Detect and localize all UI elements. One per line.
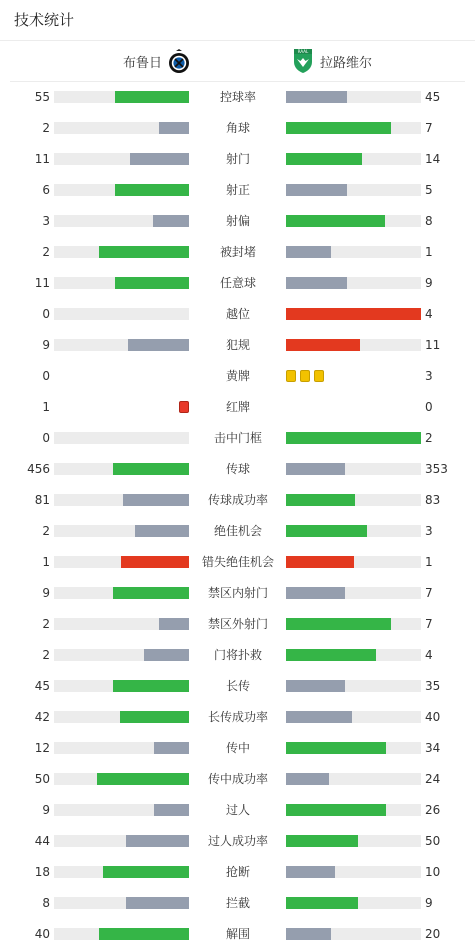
stat-row (0, 87, 475, 107)
away-stat-bar-fill (286, 928, 331, 940)
stat-label: 传中成功率 (207, 772, 268, 786)
home-stat-bar (54, 246, 189, 258)
away-stat-value: 34 (425, 741, 441, 755)
red-card-icon (179, 401, 189, 413)
away-stat-value: 9 (425, 896, 433, 910)
away-stat-bar (286, 711, 421, 723)
away-cards (286, 370, 324, 382)
away-stat-bar (286, 556, 421, 568)
home-stat-bar (54, 742, 189, 754)
home-stat-value: 1 (42, 555, 50, 569)
home-stat-bar (54, 277, 189, 289)
home-stat-value: 0 (42, 369, 50, 383)
away-stat-value: 11 (425, 338, 441, 352)
raal-la-louviere-crest-icon (292, 48, 314, 74)
home-stat-bar-fill (123, 494, 189, 506)
home-stat-bar (54, 618, 189, 630)
away-stat-value: 353 (425, 462, 448, 476)
away-stat-value: 35 (425, 679, 441, 693)
home-stat-bar-fill (115, 184, 189, 196)
away-stat-bar-fill (286, 494, 355, 506)
club-brugge-crest-icon (168, 48, 190, 74)
stat-row (0, 366, 475, 386)
away-team-name: 拉路维尔 (320, 55, 373, 71)
away-stat-bar-fill (286, 184, 347, 196)
home-stat-bar-fill (126, 897, 189, 909)
stat-label: 红牌 (225, 400, 250, 414)
home-stat-bar-fill (144, 649, 189, 661)
home-stat-value: 8 (42, 896, 50, 910)
stat-row (0, 738, 475, 758)
away-stat-bar-fill (286, 339, 360, 351)
home-stat-value: 0 (42, 307, 50, 321)
away-stat-bar-fill (286, 215, 385, 227)
away-stat-value: 40 (425, 710, 441, 724)
yellow-card-icon (300, 370, 310, 382)
stat-row (0, 118, 475, 138)
stat-label: 长传 (225, 679, 250, 693)
away-stat-bar-fill (286, 122, 391, 134)
away-stat-value: 20 (425, 927, 441, 941)
stat-label: 过人 (225, 803, 250, 817)
away-stat-bar (286, 587, 421, 599)
home-stat-value: 42 (34, 710, 50, 724)
home-stat-bar-fill (97, 773, 189, 785)
stat-label: 任意球 (219, 276, 256, 290)
home-stat-value: 456 (27, 462, 50, 476)
stat-row (0, 242, 475, 262)
stat-label: 过人成功率 (207, 834, 268, 848)
away-stat-bar (286, 308, 421, 320)
divider (10, 81, 465, 82)
home-stat-bar-fill (130, 153, 189, 165)
svg-text:RAAL: RAAL (297, 49, 309, 55)
home-stat-bar (54, 308, 189, 320)
stat-row (0, 180, 475, 200)
away-stat-value: 1 (425, 245, 433, 259)
away-stat-value: 26 (425, 803, 441, 817)
stat-row (0, 676, 475, 696)
away-stat-value: 24 (425, 772, 441, 786)
home-stat-bar (54, 91, 189, 103)
away-stat-bar-fill (286, 742, 386, 754)
home-stat-value: 2 (42, 121, 50, 135)
home-stat-bar-fill (121, 556, 189, 568)
home-stat-bar (54, 556, 189, 568)
home-stat-bar-fill (159, 618, 189, 630)
stat-row (0, 831, 475, 851)
home-stat-bar-fill (113, 587, 189, 599)
away-stat-value: 9 (425, 276, 433, 290)
stat-label: 抢断 (225, 865, 250, 879)
stat-label: 传中 (225, 741, 250, 755)
away-stat-bar (286, 91, 421, 103)
home-stat-bar (54, 711, 189, 723)
stat-row (0, 800, 475, 820)
home-stat-bar-fill (120, 711, 189, 723)
home-stat-bar (54, 680, 189, 692)
home-stat-bar (54, 494, 189, 506)
away-stat-bar-fill (286, 680, 345, 692)
home-stat-bar (54, 184, 189, 196)
home-team-name: 布鲁日 (122, 55, 162, 71)
away-stat-value: 1 (425, 555, 433, 569)
away-stat-value: 3 (425, 369, 433, 383)
home-stat-bar (54, 339, 189, 351)
away-stat-value: 45 (425, 90, 441, 104)
home-stat-bar (54, 122, 189, 134)
home-stat-bar (54, 866, 189, 878)
home-stat-bar (54, 649, 189, 661)
away-stat-bar-fill (286, 153, 362, 165)
away-stat-bar (286, 432, 421, 444)
home-stat-bar (54, 835, 189, 847)
stat-row (0, 459, 475, 479)
away-stat-value: 7 (425, 586, 433, 600)
stat-row (0, 614, 475, 634)
away-stat-bar-fill (286, 432, 421, 444)
home-stat-value: 9 (42, 586, 50, 600)
stat-row (0, 521, 475, 541)
away-stat-bar (286, 742, 421, 754)
away-stat-bar-fill (286, 866, 335, 878)
home-stat-value: 11 (34, 152, 50, 166)
away-stat-bar-fill (286, 649, 376, 661)
stat-row (0, 707, 475, 727)
yellow-card-icon (286, 370, 296, 382)
home-stat-value: 12 (34, 741, 50, 755)
home-stat-bar (54, 525, 189, 537)
away-stat-value: 83 (425, 493, 441, 507)
home-stat-value: 6 (42, 183, 50, 197)
stat-row (0, 769, 475, 789)
home-stat-value: 2 (42, 524, 50, 538)
away-stat-value: 5 (425, 183, 433, 197)
home-stat-value: 9 (42, 338, 50, 352)
away-stat-bar (286, 680, 421, 692)
stat-label: 击中门框 (213, 431, 262, 445)
home-stat-bar-fill (128, 339, 189, 351)
divider (0, 40, 475, 41)
away-stat-value: 50 (425, 834, 441, 848)
stat-label: 射门 (225, 152, 250, 166)
home-stat-bar-fill (99, 246, 189, 258)
home-stat-bar (54, 463, 189, 475)
stat-label: 被封堵 (219, 245, 256, 259)
home-stat-value: 45 (34, 679, 50, 693)
away-stat-bar-fill (286, 525, 367, 537)
away-stat-bar-fill (286, 308, 421, 320)
away-stat-bar (286, 122, 421, 134)
away-stat-bar (286, 773, 421, 785)
stat-label: 长传成功率 (207, 710, 268, 724)
home-team[interactable] (0, 48, 190, 74)
away-stat-value: 0 (425, 400, 433, 414)
home-stat-bar-fill (115, 277, 189, 289)
home-stat-bar (54, 153, 189, 165)
home-stat-bar-fill (153, 215, 189, 227)
stat-row (0, 304, 475, 324)
away-stat-value: 10 (425, 865, 441, 879)
home-stat-value: 18 (34, 865, 50, 879)
away-stat-value: 4 (425, 648, 433, 662)
away-stat-value: 8 (425, 214, 433, 228)
stat-label: 射偏 (225, 214, 250, 228)
home-stat-value: 9 (42, 803, 50, 817)
away-stat-bar (286, 835, 421, 847)
away-stat-value: 14 (425, 152, 441, 166)
away-stat-bar-fill (286, 773, 329, 785)
home-stat-bar-fill (154, 804, 189, 816)
home-stat-value: 3 (42, 214, 50, 228)
away-stat-bar (286, 804, 421, 816)
stat-label: 传球 (225, 462, 250, 476)
home-stat-bar-fill (126, 835, 189, 847)
home-stat-bar-fill (113, 680, 189, 692)
home-stat-value: 55 (34, 90, 50, 104)
home-stat-bar-fill (159, 122, 189, 134)
stat-label: 禁区外射门 (207, 617, 268, 631)
away-stat-bar-fill (286, 91, 347, 103)
home-stat-value: 1 (42, 400, 50, 414)
home-stat-bar-fill (135, 525, 189, 537)
away-stat-bar-fill (286, 897, 358, 909)
home-stat-value: 0 (42, 431, 50, 445)
away-stat-bar (286, 866, 421, 878)
stat-row (0, 273, 475, 293)
home-stat-value: 2 (42, 245, 50, 259)
home-stat-bar (54, 928, 189, 940)
home-stat-bar-fill (115, 91, 189, 103)
away-stat-bar-fill (286, 246, 331, 258)
home-stat-bar (54, 804, 189, 816)
away-stat-bar-fill (286, 711, 352, 723)
away-stat-bar (286, 339, 421, 351)
away-stat-bar-fill (286, 277, 347, 289)
stat-label: 拦截 (225, 896, 250, 910)
home-stat-bar-fill (154, 742, 189, 754)
away-stat-bar-fill (286, 587, 345, 599)
away-stat-bar-fill (286, 618, 391, 630)
away-stat-bar (286, 246, 421, 258)
away-team[interactable] (292, 48, 372, 74)
stat-label: 绝佳机会 (213, 524, 262, 538)
away-stat-bar (286, 463, 421, 475)
away-stat-bar (286, 215, 421, 227)
away-stat-bar (286, 649, 421, 661)
stat-row (0, 149, 475, 169)
home-stat-bar (54, 773, 189, 785)
stat-label: 控球率 (219, 90, 256, 104)
away-stat-value: 7 (425, 121, 433, 135)
away-stat-bar (286, 277, 421, 289)
away-stat-bar (286, 897, 421, 909)
stat-label: 解围 (225, 927, 250, 941)
home-stat-value: 81 (34, 493, 50, 507)
away-stat-bar-fill (286, 556, 354, 568)
stat-label: 错失绝佳机会 (201, 555, 274, 569)
stat-label: 犯规 (225, 338, 250, 352)
page-title: 技术统计 (14, 11, 75, 29)
home-stat-value: 50 (34, 772, 50, 786)
home-stat-value: 2 (42, 648, 50, 662)
away-stat-value: 3 (425, 524, 433, 538)
stat-row (0, 924, 475, 944)
away-stat-bar-fill (286, 835, 358, 847)
stat-label: 禁区内射门 (207, 586, 268, 600)
home-stat-bar-fill (99, 928, 189, 940)
away-stat-bar (286, 618, 421, 630)
stat-label: 门将扑救 (213, 648, 262, 662)
stat-label: 传球成功率 (207, 493, 268, 507)
stat-row (0, 211, 475, 231)
home-stat-bar (54, 587, 189, 599)
home-stat-value: 40 (34, 927, 50, 941)
stat-label: 角球 (225, 121, 250, 135)
away-stat-bar-fill (286, 804, 386, 816)
stat-row (0, 645, 475, 665)
stat-row (0, 583, 475, 603)
stat-row (0, 335, 475, 355)
stat-row (0, 893, 475, 913)
away-stat-bar (286, 494, 421, 506)
stat-row (0, 428, 475, 448)
yellow-card-icon (314, 370, 324, 382)
away-stat-bar (286, 153, 421, 165)
stat-row (0, 397, 475, 417)
stat-label: 射正 (225, 183, 250, 197)
stat-label: 越位 (225, 307, 250, 321)
away-stat-bar (286, 525, 421, 537)
stat-row (0, 552, 475, 572)
away-stat-bar (286, 928, 421, 940)
home-stat-bar-fill (103, 866, 189, 878)
home-stat-bar-fill (113, 463, 189, 475)
stat-row (0, 490, 475, 510)
away-stat-bar-fill (286, 463, 345, 475)
home-stat-value: 44 (34, 834, 50, 848)
away-stat-bar (286, 184, 421, 196)
home-stat-bar (54, 215, 189, 227)
stat-row (0, 862, 475, 882)
stat-label: 黄牌 (225, 369, 250, 383)
home-cards (179, 401, 189, 413)
home-stat-value: 11 (34, 276, 50, 290)
away-stat-value: 7 (425, 617, 433, 631)
home-stat-bar (54, 897, 189, 909)
home-stat-value: 2 (42, 617, 50, 631)
away-stat-value: 2 (425, 431, 433, 445)
home-stat-bar (54, 432, 189, 444)
away-stat-value: 4 (425, 307, 433, 321)
